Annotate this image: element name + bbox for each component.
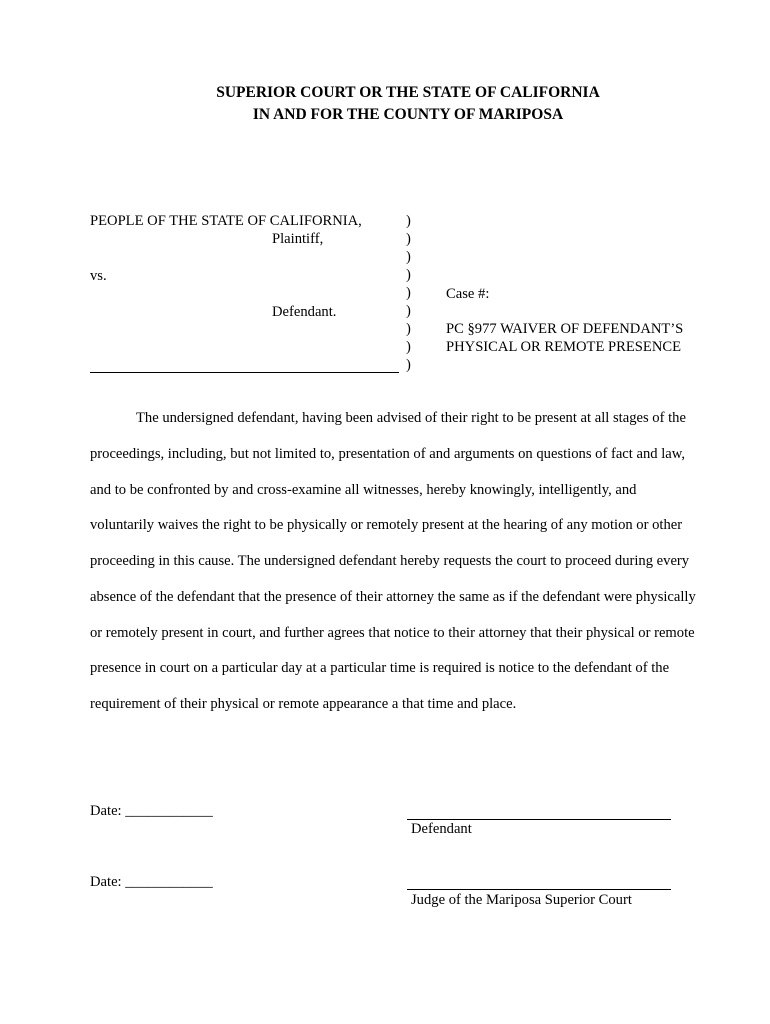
plaintiff-label: Plaintiff, xyxy=(272,231,324,247)
date-field-defendant: Date: ____________ xyxy=(90,803,213,819)
defendant-signature-label: Defendant xyxy=(411,821,472,837)
body-line: absence of the defendant that the presence of their attorney the same as if the defendant were physically xyxy=(90,589,696,605)
defendant-label: Defendant. xyxy=(272,304,337,320)
body-line: presence in court on a particular day at a particular time is required is notice to the defendant of the xyxy=(90,660,670,676)
defendant-signature-line xyxy=(407,819,671,820)
document-title-line2: PHYSICAL OR REMOTE PRESENCE xyxy=(446,339,682,355)
caption-paren: ) xyxy=(406,267,411,283)
body-line: proceedings, including, but not limited to, presentation of and arguments on questions of fact and law, xyxy=(90,446,685,462)
body-line: or remotely present in court, and further agrees that notice to their attorney that their physical or remote xyxy=(90,625,695,641)
caption-paren: ) xyxy=(406,285,411,301)
caption-paren: ) xyxy=(406,303,411,319)
body-line: and to be confronted by and cross-examine all witnesses, hereby knowingly, intelligently, and xyxy=(90,482,637,498)
document-title-line1: PC §977 WAIVER OF DEFENDANT’S xyxy=(446,321,684,337)
case-number-label: Case #: xyxy=(446,286,490,302)
caption-paren: ) xyxy=(406,231,411,247)
body-line: requirement of their physical or remote appearance a that time and place. xyxy=(90,696,517,712)
judge-signature-line xyxy=(407,889,671,890)
body-line: proceeding in this cause. The undersigned defendant hereby requests the court to proceed during every xyxy=(90,553,690,569)
court-title-line1: SUPERIOR COURT OR THE STATE OF CALIFORNIA xyxy=(216,84,600,101)
date-field-judge: Date: ____________ xyxy=(90,874,213,890)
body-line: voluntarily waives the right to be physically or remotely present at the hearing of any motion or other xyxy=(90,517,683,533)
caption-paren: ) xyxy=(406,249,411,265)
defendant-name-line xyxy=(90,372,399,373)
judge-signature-label: Judge of the Mariposa Superior Court xyxy=(411,892,632,908)
caption-paren: ) xyxy=(406,321,411,337)
versus-label: vs. xyxy=(90,268,107,284)
body-line: The undersigned defendant, having been advised of their right to be present at all stages of the xyxy=(136,410,686,426)
caption-paren: ) xyxy=(406,339,411,355)
caption-paren: ) xyxy=(406,357,411,373)
plaintiff-name: PEOPLE OF THE STATE OF CALIFORNIA, xyxy=(90,213,362,229)
caption-paren: ) xyxy=(406,213,411,229)
court-title-line2: IN AND FOR THE COUNTY OF MARIPOSA xyxy=(252,106,564,123)
